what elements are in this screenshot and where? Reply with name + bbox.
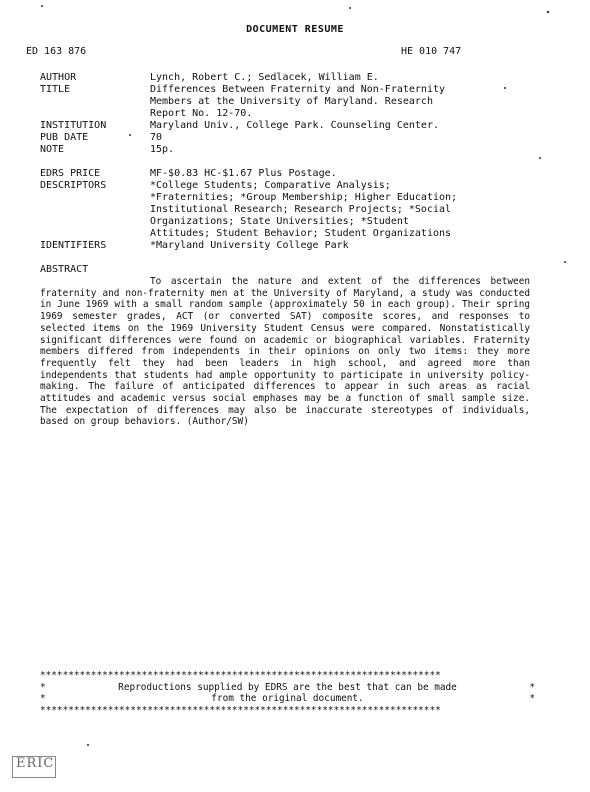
field-value: *Maryland University College Park: [150, 240, 349, 251]
field-value: Maryland Univ., College Park. Counseling Center.: [150, 120, 439, 131]
star-right: *: [529, 693, 535, 704]
field-label: AUTHOR: [40, 72, 77, 83]
star-left: *: [40, 693, 46, 704]
document-title: DOCUMENT RESUME: [246, 24, 344, 35]
star-border-bottom: ***********************************************************************: [40, 704, 441, 716]
field-label: TITLE: [40, 84, 71, 95]
star-border-top: ***********************************************************************: [40, 670, 441, 681]
field-label: EDRS PRICE: [40, 168, 101, 179]
field-label: INSTITUTION: [40, 120, 107, 131]
logo-text: ERIC: [16, 756, 55, 771]
he-number: HE 010 747: [401, 46, 462, 57]
abstract-label: ABSTRACT: [40, 264, 89, 275]
star-left: *: [40, 681, 46, 693]
abstract-text: To ascertain the nature and extent of the differences between fraternity and non-fraternity men at the University of Maryland, a study was conducted in June 1969 with a small random sample (approximately 50 in each group). Their spring 1969 semester grades, ACT (or converted SAT) composite scores, and responses to selected items on the 1969 University Student Census were compared. Nonstatistically significant differences were found on academic or biographical variables. Fraternity members differed from independents in their opinions on only two items: they more frequently felt they had been leaders in high school, and agreed more than independents that students had ample opportunity to participate in university policy-making. The failure of anticipated differences to appear in such areas as racial attitudes and academic versus social emphases may be a function of small sample size. The expectation of differences may also be inaccurate stereotypes of individuals, based on group behaviors. (Author/SW): [40, 276, 530, 428]
reproduction-text-2: from the original document.: [211, 693, 364, 704]
field-value: 15p.: [150, 144, 175, 155]
field-label: IDENTIFIERS: [40, 240, 107, 251]
star-right: *: [529, 681, 535, 693]
field-label: NOTE: [40, 144, 65, 155]
field-value: Lynch, Robert C.; Sedlacek, William E.: [150, 72, 379, 83]
field-label: DESCRIPTORS: [40, 180, 107, 191]
ed-number: ED 163 876: [26, 46, 87, 57]
field-label: PUB DATE: [40, 132, 89, 143]
field-value: MF-$0.83 HC-$1.67 Plus Postage.: [150, 168, 337, 179]
field-value: Differences Between Fraternity and Non-Fraternity Members at the University of Maryland. Research Report No. 12-70.: [150, 84, 446, 119]
field-value: *College Students; Comparative Analysis; *Fraternities; *Group Membership; Higher Education; Institutional Research; Research Projects; *Social Organizations; State Universities; *Student Attitudes; Student Behavior; Student Organizations: [150, 180, 458, 239]
field-value: 70: [150, 132, 163, 143]
reproduction-text-1: Reproductions supplied by EDRS are the best that can be made: [118, 681, 457, 693]
